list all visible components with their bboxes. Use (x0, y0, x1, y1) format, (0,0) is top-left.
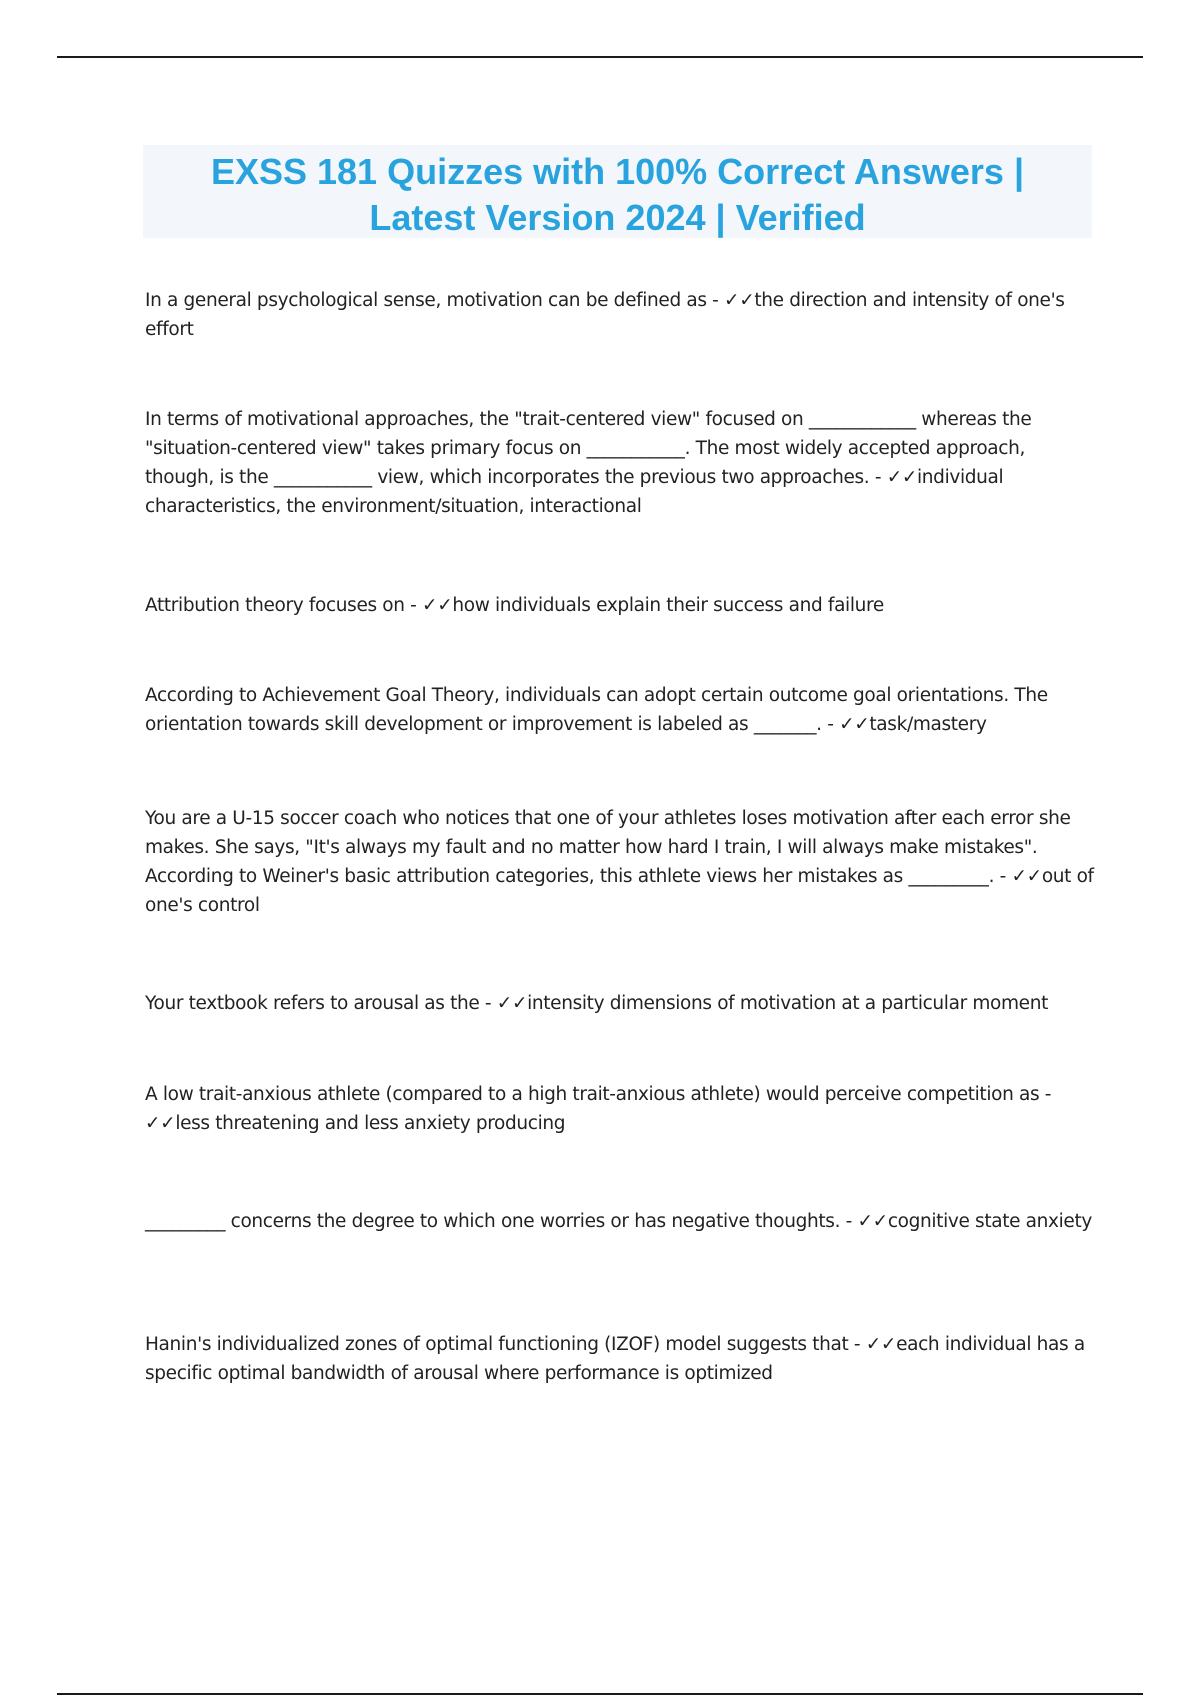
document-title (143, 149, 1092, 241)
check-icon: ✓✓ (496, 993, 528, 1014)
check-icon: ✓✓ (422, 595, 453, 616)
check-icon: ✓✓ (839, 714, 870, 735)
qa-item-6 (145, 989, 1095, 1018)
answer-text: intensity dimensions of motivation at a particular moment (527, 993, 1048, 1014)
title-line-1: EXSS 181 Quizzes with 100% Correct Answers | (210, 151, 1025, 192)
qa-item-8 (145, 1207, 1095, 1236)
answer-text: each individual has a specific optimal bandwidth of arousal where performance is optimized (145, 1334, 1085, 1384)
question-text: Hanin's individualized zones of optimal functioning (IZOF) model suggests that - (145, 1334, 866, 1355)
check-icon: ✓✓ (865, 1334, 897, 1355)
answer-text: less threatening and less anxiety producing (175, 1113, 566, 1134)
qa-item-1 (145, 286, 1095, 344)
qa-item-3 (145, 591, 1095, 620)
question-text: _________ concerns the degree to which one worries or has negative thoughts. - (145, 1211, 858, 1232)
title-banner (143, 145, 1092, 238)
question-text: Attribution theory focuses on - (145, 595, 423, 616)
answer-text: cognitive state anxiety (887, 1211, 1092, 1232)
question-text: You are a U-15 soccer coach who notices that one of your athletes loses motivation after each error she makes. She says, "It's always my fault and no matter how hard I train, I will always make mistakes". According to Weiner's basic attribution categories, this athlete views her mistakes as _________. - (145, 808, 1071, 887)
title-line-2: Latest Version 2024 | Verified (369, 197, 866, 238)
check-icon: ✓✓ (145, 1113, 176, 1134)
qa-item-5 (145, 804, 1095, 920)
question-text: Your textbook refers to arousal as the - (145, 993, 497, 1014)
check-icon: ✓✓ (724, 290, 755, 311)
qa-item-4 (145, 681, 1095, 739)
check-icon: ✓✓ (886, 467, 918, 488)
answer-text: out of one's control (145, 866, 1094, 916)
answer-text: individual characteristics, the environment/situation, interactional (145, 467, 1004, 517)
top-rule (57, 56, 1143, 58)
question-text: In a general psychological sense, motivation can be defined as - (145, 290, 725, 311)
qa-item-7 (145, 1080, 1095, 1138)
answer-text: how individuals explain their success and failure (452, 595, 884, 616)
qa-item-2 (145, 405, 1095, 521)
question-text: In terms of motivational approaches, the "trait-centered view" focused on ____________ whereas the "situation-centered view" takes primary focus on ___________. The most widely accepted approach, though, is the ___________ view, which incorporates the previous two approaches. - (145, 409, 1032, 488)
check-icon: ✓✓ (857, 1211, 888, 1232)
question-text: According to Achievement Goal Theory, individuals can adopt certain outcome goal orientations. The orientation towards skill development or improvement is labeled as _______. - (145, 685, 1048, 735)
answer-text: the direction and intensity of one's effort (145, 290, 1065, 340)
bottom-rule (57, 1693, 1143, 1695)
answer-text: task/mastery (869, 714, 987, 735)
check-icon: ✓✓ (1011, 866, 1042, 887)
qa-item-9 (145, 1330, 1095, 1388)
question-text: A low trait-anxious athlete (compared to a high trait-anxious athlete) would perceive competition as - (145, 1084, 1052, 1105)
